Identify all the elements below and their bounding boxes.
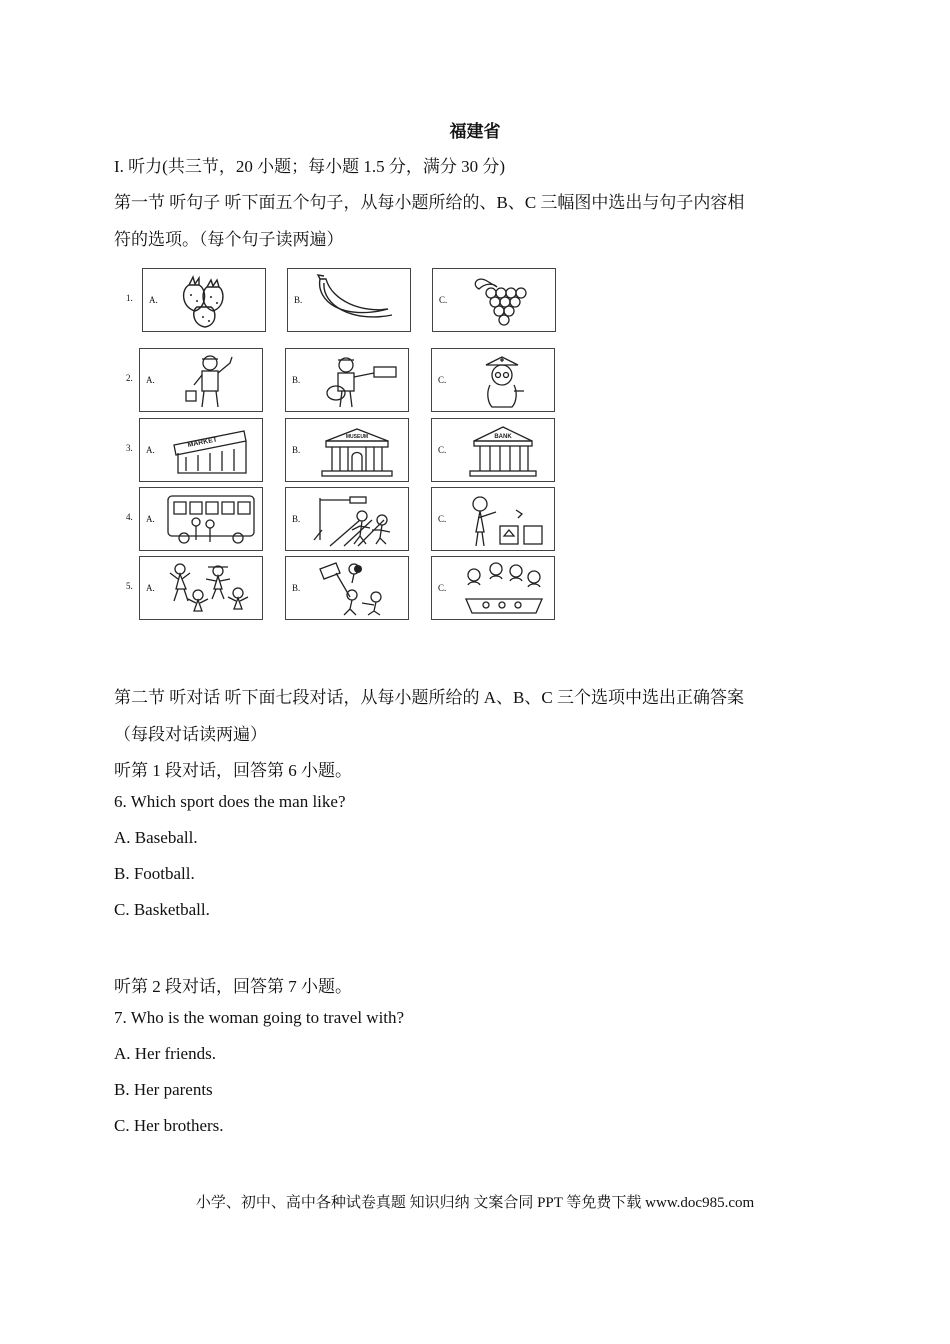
option-box (285, 418, 409, 482)
option-box (431, 556, 555, 620)
market-icon (164, 421, 258, 479)
part2-instruction-line2: （每段对话读两遍） (114, 725, 267, 744)
option-box (285, 556, 409, 620)
option-box (431, 348, 555, 412)
kite-flying-icon (310, 559, 404, 617)
part1-instruction-line2: 符的选项。（每个句子读两遍） (114, 230, 344, 249)
answer-option: B. Football. (114, 864, 195, 883)
option-label: A. (149, 295, 158, 305)
option-label: A. (146, 514, 155, 524)
option-label: C. (438, 583, 447, 593)
crossing-street-icon (310, 490, 404, 548)
option-label: B. (294, 295, 303, 305)
bank-icon (456, 421, 550, 479)
option-label: C. (438, 375, 447, 385)
strawberries-icon (167, 271, 261, 329)
option-label: B. (292, 583, 301, 593)
question-number: 3. (126, 443, 133, 453)
recycling-icon (456, 490, 550, 548)
option-box (431, 418, 555, 482)
market-sign: MARKET (187, 436, 218, 449)
answer-option: A. Baseball. (114, 828, 198, 847)
part1-instruction-line1: 第一节 听句子 听下面五个句子，从每小题所给的、B、C 三幅图中选出与句子内容相 (114, 193, 745, 212)
question-number: 4. (126, 512, 133, 522)
option-label: C. (438, 445, 447, 455)
page-title: 福建省 (449, 122, 501, 141)
option-label: A. (146, 583, 155, 593)
option-box (139, 487, 263, 551)
grapes-icon (457, 271, 551, 329)
museum-sign: MUSEUM (345, 434, 369, 440)
question-text: 7. Who is the woman going to travel with? (114, 1008, 405, 1027)
picture-question-row (126, 487, 566, 551)
bus-icon (164, 490, 258, 548)
option-box (139, 418, 263, 482)
answer-option: A. Her friends. (114, 1044, 216, 1063)
option-label: C. (438, 514, 447, 524)
page-footer: 小学、初中、高中各种试卷真题 知识归纳 文案合同 PPT 等免费下载 www.doc985.com (195, 1195, 755, 1211)
option-box (431, 487, 555, 551)
answer-option: C. Her brothers. (114, 1116, 224, 1135)
option-box (432, 268, 556, 332)
dialogue-intro: 听第 1 段对话，回答第 6 小题。 (114, 761, 352, 780)
section-heading: I. 听力(共三节，20 小题；每小题 1.5 分，满分 30 分) (114, 157, 505, 176)
option-box (285, 348, 409, 412)
option-label: C. (439, 295, 448, 305)
picnic-icon (456, 559, 550, 617)
picture-question-row (126, 418, 566, 482)
bank-sign: BANK (494, 434, 512, 440)
option-box (287, 268, 411, 332)
museum-icon (310, 421, 404, 479)
bananas-icon (312, 271, 406, 329)
question-number: 2. (126, 373, 133, 383)
question-number: 1. (126, 293, 133, 303)
option-box (139, 556, 263, 620)
option-label: B. (292, 375, 301, 385)
option-box (139, 348, 263, 412)
option-label: A. (146, 445, 155, 455)
nurse-icon (456, 351, 550, 409)
option-label: A. (146, 375, 155, 385)
part2-instruction-line1: 第二节 听对话 听下面七段对话，从每小题所给的 A、B、C 三个选项中选出正确答案 (114, 688, 744, 707)
worker-icon (164, 351, 258, 409)
answer-option: B. Her parents (114, 1080, 213, 1099)
option-label: B. (292, 445, 301, 455)
question-number: 5. (126, 581, 133, 591)
postman-icon (310, 351, 404, 409)
answer-option: C. Basketball. (114, 900, 210, 919)
option-box (285, 487, 409, 551)
dialogue-intro: 听第 2 段对话，回答第 7 小题。 (114, 977, 352, 996)
dancing-kids-icon (164, 559, 258, 617)
option-label: B. (292, 514, 301, 524)
picture-question-row (126, 268, 566, 332)
question-text: 6. Which sport does the man like? (114, 792, 346, 811)
picture-question-row (126, 348, 566, 412)
option-box (142, 268, 266, 332)
picture-question-row (126, 556, 566, 620)
